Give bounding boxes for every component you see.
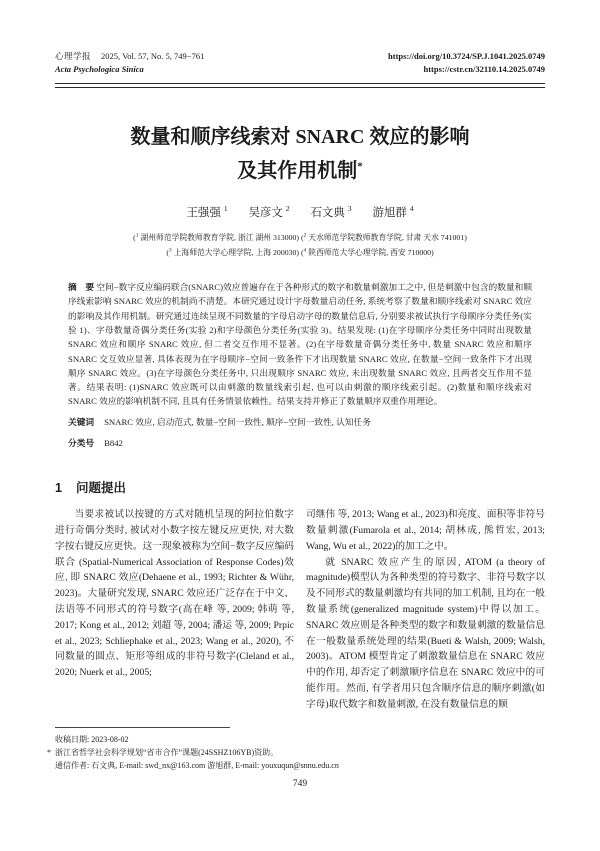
header-double-rule — [55, 83, 545, 87]
journal-issue-info: 2025, Vol. 57, No. 5, 749−761 — [101, 51, 205, 61]
body-column-right — [306, 507, 545, 713]
classification-label: 分类号 — [68, 438, 95, 449]
author-1: 王强强 $^1$ — [186, 203, 228, 219]
journal-name-cn: 心理学报 — [55, 51, 92, 61]
classification-line — [55, 436, 545, 452]
abstract-text: 空间−数字反应编码联合(SNARC)效应普遍存在于各种形式的数字和数量刺激加工之中, 但是刺激中包含的数量和顺序线索影响 SNARC 效应的机制尚不清楚。本研究通过设计字母数量启动任务, 系统考察了数量和顺序线索对 SNARC 效应的影响及其作用机制。研究通过连续呈现不同数量的字母启动字母的数量信息后, 分别要求被试执行字母顺序分类任务(实验 1)、字母数量奇偶分类任务(实验 2)和字母颜色分类任务(实验 3)。结果发现: (1)在字母顺序分类任务中同时出现数量 SNARC 效应和顺序 SNARC 效应, 但二者交互作用不显著。(2)在字母数量奇偶分类任务中, 数量 SNARC 效应和顺序 SNARC 交互效应显著, 具体表现为在字母顺序−空间一致条件下才出现数量 SNARC 效应, 在数量−空间一致条件下才出现顺序 SNARC 效应。(3)在字母颜色分类任务中, 只出现顺序 SNARC 效应, 未出现数量 SNARC 效应, 且两者交互作用不显著。结果表明: (1)SNARC 效应既可以由刺激的数量线索引起, 也可以由刺激的顺序线索引起。(2)数量和顺序线索对 SNARC 效应的影响机制不同, 且具有任务情景依赖性。结果支持并修正了数量顺序双重作用理论。 — [68, 281, 533, 407]
received-date: 收稿日期: 2023-08-02 — [55, 735, 129, 744]
author-list — [55, 204, 545, 220]
title-footnote-marker: * — [357, 159, 363, 172]
page-number: 749 — [292, 779, 308, 789]
cstr-link[interactable]: https://cstr.cn/32110.14.2025.0749 — [423, 64, 545, 75]
funding-note: * 浙江省哲学社会科学规划“省市合作”课题(24SSHZ106YB)资助。 — [55, 747, 545, 760]
journal-name-en: Acta Psychologica Sinica — [55, 64, 144, 75]
abstract-label: 摘 要 — [68, 281, 95, 292]
body-paragraph-1: 当要求被试以按键的方式对随机呈现的阿拉伯数字进行奇偶分类时, 被试对小数字按左键反应更快, 对大数字按右键反应更快。这一现象被称为空间−数字反应编码联合 (Spatial-Numerical Association of Response Codes)效应, 即 SNARC 效应(Dehaene et al., 1993; Richter & Wühr, 2023)。大量研究发现, SNARC 效应还广泛存在于中文、法语等不同形式的符号数字(高在峰 等, 2009; 韩萌 等, 2017; Kong et al., 2012; 刘超 等, 2004; 潘运 等, 2009; Prpic et al., 2023; Schliephake et al., 2023; Wang et al., 2020), 不同数量的圆点、矩形等组成的非符号数字(Cleland et al., 2020; Nuerk et al., 2005; — [55, 509, 294, 679]
author-3: 石文典 $^3$ — [310, 203, 352, 219]
footnote-block — [47, 727, 545, 773]
paper-title-line2: 及其作用机制* — [237, 159, 363, 182]
abstract — [55, 280, 545, 409]
body-paragraph-2: 就 SNARC 效应产生的原因, ATOM (a theory of magnitude)模型认为各种类型的符号数字、非符号数字以及不同形式的数量刺激均有共同的加工机制, 且均在一般数量系统(generalized magnitude system)中得以加工。SNARC 效应则是各种类型的数字和数量刺激的数量信息在一般数量系统处理的结果(Bueti & Walsh, 2009; Walsh, 2003)。ATOM 模型肯定了刺激数量信息在 SNARC 效应中的作用, 却否定了刺激顺序信息在 SNARC 效应中的可能作用。然而, 有学者用只包含顺序信息的顺序刺激(如字母)取代数字和数量刺激, 在没有数量信息的顺 — [306, 556, 545, 710]
journal-header — [55, 50, 545, 76]
section-1-title: 问题提出 — [75, 481, 126, 496]
affiliation-list — [55, 230, 545, 260]
journal-issue-line — [55, 50, 204, 63]
section-1-number: 1 — [55, 481, 62, 496]
correspondence-note: 通信作者: 石文典, E-mail: swd_nx@163.com 游旭群, E-mail: youxuqun@snnu.edu.cn — [55, 760, 339, 770]
paper-title-line1: 数量和顺序线索对 SNARC 效应的影响 — [130, 125, 470, 148]
paper-title — [55, 120, 545, 188]
doi-link[interactable]: https://doi.org/10.3724/SP.J.1041.2025.0749 — [388, 51, 545, 61]
journal-header-right — [388, 50, 545, 76]
body-columns — [55, 507, 545, 713]
section-1-heading — [55, 478, 545, 496]
journal-header-left — [55, 50, 204, 76]
keywords-text: SNARC 效应, 启动范式, 数量−空间一致性, 顺序−空间一致性, 认知任务 — [104, 416, 371, 427]
affiliation-line1: ($^1$ 湖州师范学院教师教育学院, 浙江 湖州 313000) ($^2$ 天水师范学院教师教育学院, 甘肃 天水 741001) — [133, 231, 467, 242]
keywords-label: 关键词 — [68, 416, 95, 427]
keywords-line — [55, 415, 545, 431]
footnote-separator — [55, 727, 230, 728]
funding-asterisk: * — [47, 747, 51, 757]
author-4: 游旭群 $^4$ — [372, 203, 414, 219]
affiliation-line2: ($^3$ 上海师范大学心理学院, 上海 200030) ($^4$ 陕西师范大学心理学院, 西安 710000) — [166, 247, 434, 257]
author-2: 吴彦文 $^2$ — [248, 203, 290, 219]
classification-value: B842 — [104, 438, 123, 449]
body-column-left — [55, 507, 294, 713]
body-paragraph-1-continued: 司继伟 等, 2013; Wang et al., 2023)和亮度、面积等非符号数量刺激(Fumarola et al., 2014; 胡林成, 熊哲宏, 2013; Wang, Wu et al., 2022)的加工之中。 — [306, 509, 545, 552]
